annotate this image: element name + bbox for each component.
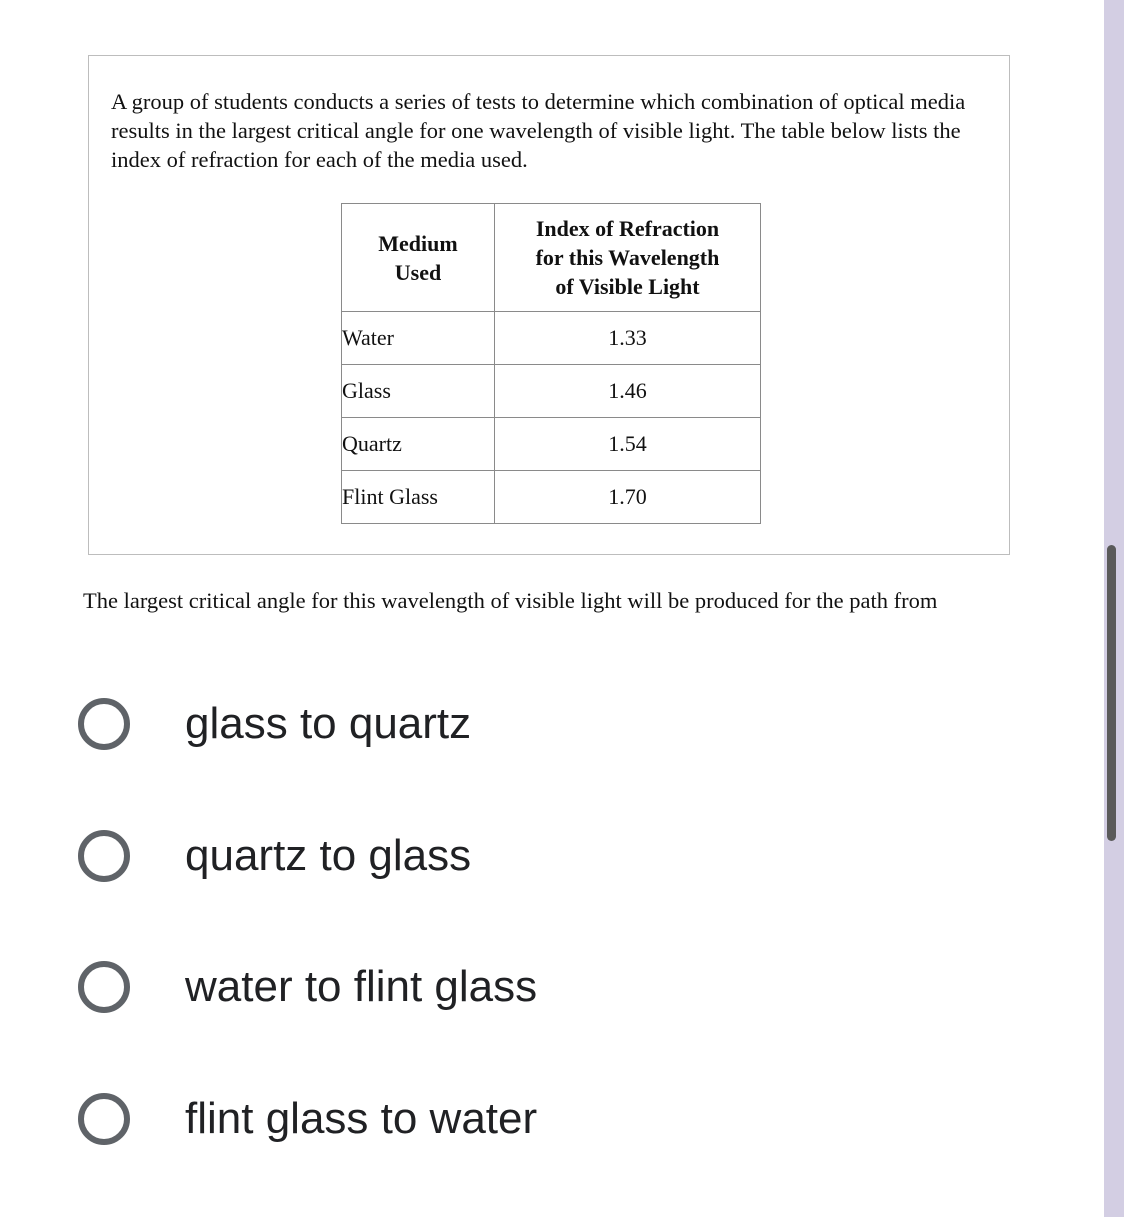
table-header-row bbox=[342, 204, 761, 312]
index-cell: 1.46 bbox=[495, 365, 761, 418]
option-label[interactable]: water to flint glass bbox=[185, 962, 538, 1011]
radio-button-icon[interactable] bbox=[78, 1093, 130, 1145]
option-water-to-flint-glass[interactable] bbox=[78, 961, 778, 1025]
table-row bbox=[342, 365, 761, 418]
question-image bbox=[88, 55, 1010, 555]
radio-button-icon[interactable] bbox=[78, 830, 130, 882]
radio-button-icon[interactable] bbox=[78, 698, 130, 750]
option-flint-glass-to-water[interactable] bbox=[78, 1093, 778, 1157]
header-medium bbox=[342, 204, 495, 312]
option-label[interactable]: quartz to glass bbox=[185, 831, 472, 880]
option-glass-to-quartz[interactable] bbox=[78, 698, 778, 762]
medium-cell: Flint Glass bbox=[342, 471, 495, 524]
index-cell: 1.70 bbox=[495, 471, 761, 524]
medium-cell: Glass bbox=[342, 365, 495, 418]
table-row bbox=[342, 471, 761, 524]
scrollbar-thumb[interactable] bbox=[1107, 545, 1116, 841]
table-row bbox=[342, 312, 761, 365]
option-label[interactable]: flint glass to water bbox=[185, 1094, 538, 1143]
refraction-table bbox=[341, 203, 761, 524]
header-medium-line2: Used bbox=[394, 259, 442, 285]
question-prompt: The largest critical angle for this wavelength of visible light will be produced for the path from bbox=[83, 588, 938, 613]
medium-cell: Quartz bbox=[342, 418, 495, 471]
question-intro: A group of students conducts a series of tests to determine which combination of optical media results in the largest critical angle for one wavelength of visible light. The table below lists the index of refraction for each of the media used. bbox=[111, 89, 966, 172]
index-cell: 1.33 bbox=[495, 312, 761, 365]
header-index-line3: of Visible Light bbox=[555, 274, 700, 299]
table-row bbox=[342, 418, 761, 471]
radio-button-icon[interactable] bbox=[78, 961, 130, 1013]
option-quartz-to-glass[interactable] bbox=[78, 830, 778, 894]
header-index-line2: for this Wavelength bbox=[535, 245, 720, 270]
medium-cell: Water bbox=[342, 312, 495, 365]
header-medium-line1: Medium bbox=[378, 230, 458, 256]
option-label[interactable]: glass to quartz bbox=[185, 699, 472, 748]
header-index bbox=[495, 204, 761, 312]
index-cell: 1.54 bbox=[495, 418, 761, 471]
header-index-line1: Index of Refraction bbox=[535, 216, 720, 241]
